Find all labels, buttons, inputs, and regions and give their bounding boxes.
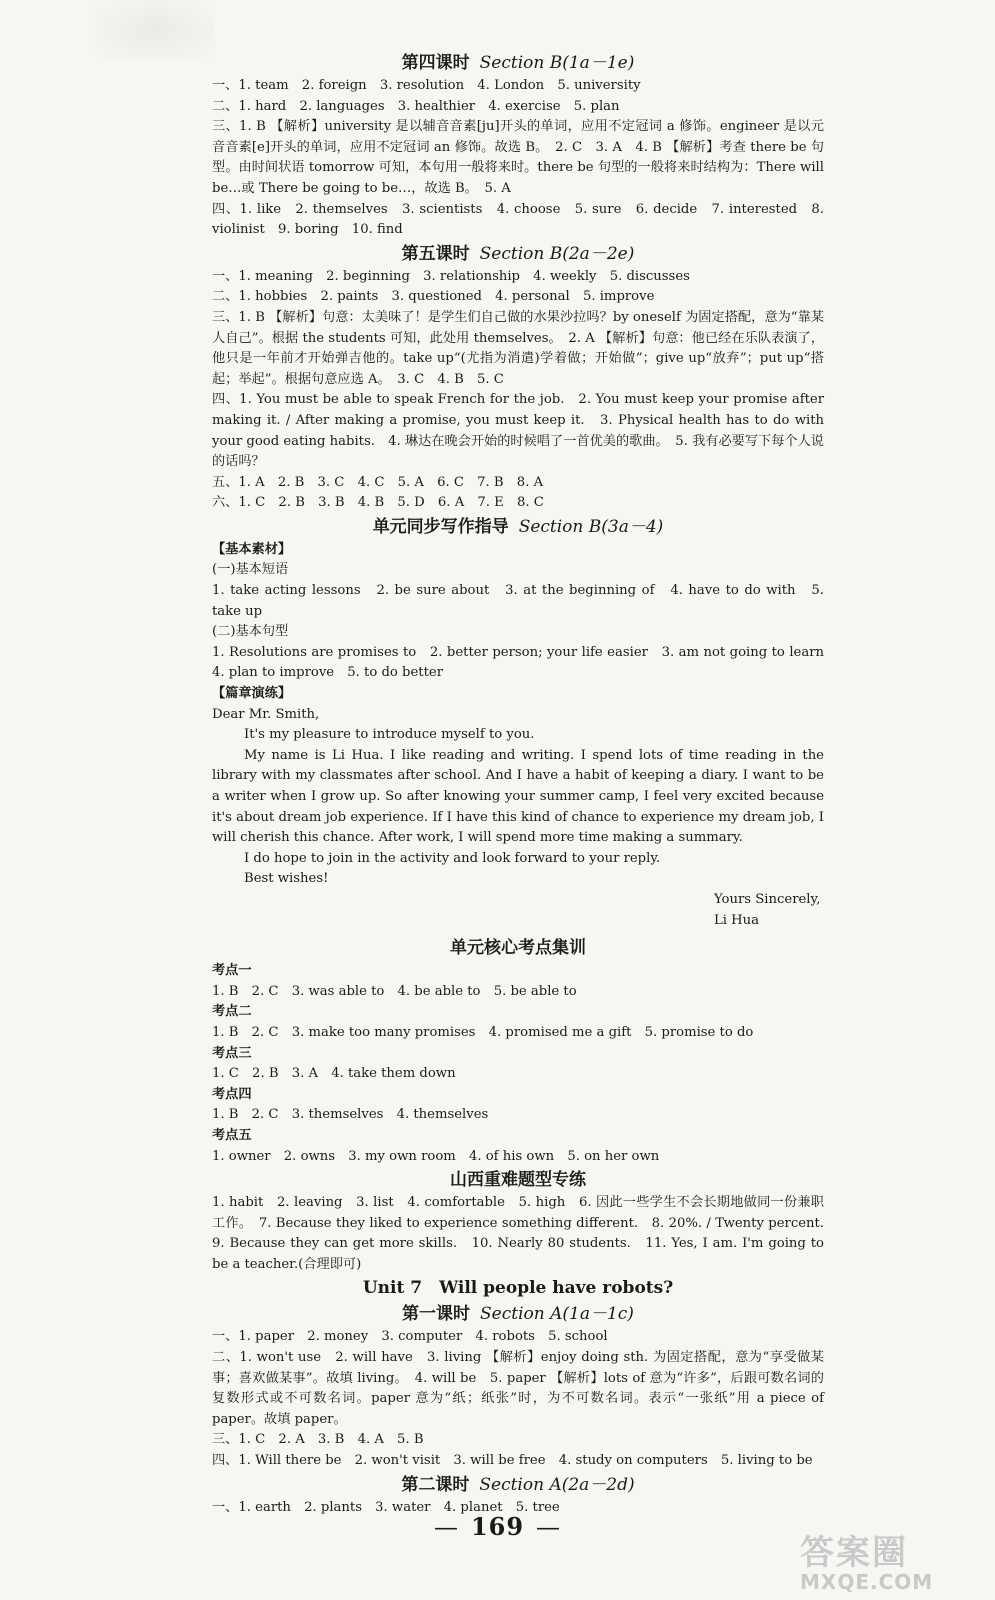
unit7-lesson2-line-1: 一、1. earth 2. plants 3. water 4. planet 5. tree bbox=[212, 1499, 560, 1515]
unit7-lesson1-line-2: 二、1. won't use 2. will have 3. living 【解析】enjoy doing sth. 为固定搭配，意为“享受做某事；喜欢做某事”。故填 living。 4. will be 5. paper 【解析】lots of 意为“许多”，后跟可数名词的复数形式或不可数名词。paper 意为“纸；纸张”时，为不可数名词。表示“一张纸”用 a piece of paper。故填 paper。 bbox=[212, 1350, 824, 1427]
lesson5-line-3: 三、1. B 【解析】句意：太美味了！是学生们自己做的水果沙拉吗？by oneself 为固定搭配，意为“靠某人自己”。根据 the students 可知，此处用 themselves。 2. A 【解析】句意：他已经在乐队表演了，他只是一年前才开始弹吉他的。take up“(尤指为消遣)学着做；开始做”；give up“放弃”；put up“搭起；举起”。根据句意应选 A。 3. C 4. B 5. C bbox=[212, 309, 824, 387]
sentences-answers: 1. Resolutions are promises to 2. better person; your life easier 3. am not going to learn 4. plan to improve 5. to do better bbox=[212, 644, 838, 681]
lesson5-line-2: 二、1. hobbies 2. paints 3. questioned 4. personal 5. improve bbox=[212, 289, 655, 305]
watermark-bottom-text: MXQE.COM bbox=[800, 1570, 934, 1594]
lesson5-line-6: 六、1. C 2. B 3. B 4. B 5. D 6. A 7. E 8. C bbox=[212, 495, 544, 511]
unit7-lesson2-title: 第二课时 bbox=[401, 1474, 470, 1495]
core-point-answers: 1. C 2. B 3. A 4. take them down bbox=[212, 1066, 456, 1082]
unit7-lesson2-heading bbox=[212, 1472, 824, 1498]
sentences-label: (二)基本句型 bbox=[212, 624, 289, 640]
lesson5-line-4: 四、1. You must be able to speak French for the job. 2. You must keep your promise after making it. / After making a promise, you must keep it. 3. Physical health has to do with your good eating habits. 4. 琳达在晚会开始的时候唱了一首优美的歌曲。 5. 我有必要写下每个人说的话吗？ bbox=[212, 392, 824, 470]
phrases-label: (一)基本短语 bbox=[212, 562, 289, 578]
letter-signature: Li Hua bbox=[714, 912, 760, 928]
material-label: 【基本素材】 bbox=[212, 541, 292, 557]
lesson5-heading bbox=[212, 241, 824, 267]
core-heading bbox=[212, 935, 824, 961]
letter-salutation: Dear Mr. Smith, bbox=[212, 706, 320, 722]
phrases-answers: 1. take acting lessons 2. be sure about 3. at the beginning of 4. have to do with 5. take up bbox=[212, 583, 824, 619]
core-point-answers: 1. B 2. C 3. themselves 4. themselves bbox=[212, 1107, 489, 1123]
unit7-lesson1-heading bbox=[212, 1301, 824, 1327]
writing-section: Section B(3a－4) bbox=[518, 516, 664, 537]
letter-paragraph: My name is Li Hua. I like reading and writing. I spend lots of time reading in the library with my classmates after school. And I have a habit of keeping a diary. I want to be a writer when I grow up. So after knowing your summer camp, I feel very excited because it's about dream job experience. If I have this kind of chance to experience my dream job, I will cherish this chance. After work, I will spend more time making a summary. bbox=[212, 747, 824, 846]
answer-page bbox=[212, 50, 838, 1518]
lesson5-line-1: 一、1. meaning 2. beginning 3. relationship 4. weekly 5. discusses bbox=[212, 268, 690, 284]
core-title: 单元核心考点集训 bbox=[450, 938, 586, 959]
unit7-heading bbox=[212, 1275, 824, 1301]
core-point-answers: 1. B 2. C 3. was able to 4. be able to 5. be able to bbox=[212, 983, 577, 999]
unit7-lesson2-section: Section A(2a－2d) bbox=[479, 1474, 635, 1495]
lesson4-line-4: 四、1. like 2. themselves 3. scientists 4. choose 5. sure 6. decide 7. interested 8. violinist 9. boring 10. find bbox=[212, 201, 824, 238]
core-point-label: 考点二 bbox=[212, 1004, 252, 1020]
lesson5-title: 第五课时 bbox=[401, 243, 470, 264]
writing-heading bbox=[212, 514, 824, 540]
core-point-answers: 1. owner 2. owns 3. my own room 4. of his own 5. on her own bbox=[212, 1148, 660, 1164]
unit7-lesson1-title: 第一课时 bbox=[402, 1304, 471, 1325]
page-stain bbox=[95, 0, 215, 60]
unit7-lesson1-line-1: 一、1. paper 2. money 3. computer 4. robots 5. school bbox=[212, 1329, 608, 1345]
unit7-lesson1-line-3: 三、1. C 2. A 3. B 4. A 5. B bbox=[212, 1432, 424, 1448]
core-point-label: 考点三 bbox=[212, 1045, 252, 1061]
lesson4-title: 第四课时 bbox=[401, 53, 470, 73]
watermark-top-text: 答案圈 bbox=[800, 1533, 908, 1573]
lesson4-section: Section B(1a－1e) bbox=[479, 53, 635, 73]
footer-dash-left: — bbox=[433, 1513, 459, 1541]
lesson5-line-5: 五、1. A 2. B 3. C 4. C 5. A 6. C 7. B 8. A bbox=[212, 474, 544, 490]
core-point-answers: 1. B 2. C 3. make too many promises 4. promised me a gift 5. promise to do bbox=[212, 1024, 754, 1040]
unit7-lesson1-section: Section A(1a－1c) bbox=[480, 1304, 634, 1325]
shanxi-heading bbox=[212, 1167, 824, 1193]
lesson4-line-1: 一、1. team 2. foreign 3. resolution 4. London 5. university bbox=[212, 78, 641, 93]
unit7-title: Unit 7 Will people have robots? bbox=[362, 1278, 674, 1299]
lesson4-heading bbox=[212, 50, 824, 76]
writing-title: 单元同步写作指导 bbox=[372, 516, 509, 537]
shanxi-title: 山西重难题型专练 bbox=[450, 1170, 586, 1191]
page-number: 169 bbox=[470, 1512, 525, 1541]
letter-paragraph: It's my pleasure to introduce myself to you. bbox=[244, 727, 535, 743]
lesson4-line-2: 二、1. hard 2. languages 3. healthier 4. exercise 5. plan bbox=[212, 98, 620, 114]
core-point-label: 考点五 bbox=[212, 1127, 252, 1143]
letter-closing: Yours Sincerely, bbox=[714, 891, 821, 907]
letter-paragraph: I do hope to join in the activity and look forward to your reply. bbox=[244, 850, 661, 866]
core-point-label: 考点一 bbox=[212, 963, 252, 979]
unit7-lesson1-line-4: 四、1. Will there be 2. won't visit 3. will be free 4. study on computers 5. living to be bbox=[212, 1453, 813, 1469]
footer-dash-right: — bbox=[536, 1513, 562, 1541]
letter-paragraph: Best wishes! bbox=[244, 871, 329, 887]
practice-label: 【篇章演练】 bbox=[212, 686, 292, 702]
lesson5-section: Section B(2a－2e) bbox=[479, 243, 635, 264]
lesson4-line-3: 三、1. B 【解析】university 是以辅音音素[ju]开头的单词，应用不定冠词 a 修饰。engineer 是以元音音素[e]开头的单词，应用不定冠词 an 修饰。故选 B。 2. C 3. A 4. B 【解析】考查 there be 句型。由时间状语 tomorrow 可知，本句用一般将来时。there be 句型的一般将来时结构为：There will be…或 There be going to be…，故选 B。 5. A bbox=[212, 119, 824, 196]
watermark-logo bbox=[800, 1525, 985, 1595]
shanxi-answers: 1. habit 2. leaving 3. list 4. comfortable 5. high 6. 因此一些学生不会长期地做同一份兼职工作。 7. Because they liked to experience something different. 8. 20%. / Twenty percent. 9. Because they can get more skills. 10. Nearly 80 students. 11. Yes, I am. I'm going to be a teacher.(合理即可) bbox=[212, 1195, 838, 1272]
core-point-label: 考点四 bbox=[212, 1086, 252, 1102]
